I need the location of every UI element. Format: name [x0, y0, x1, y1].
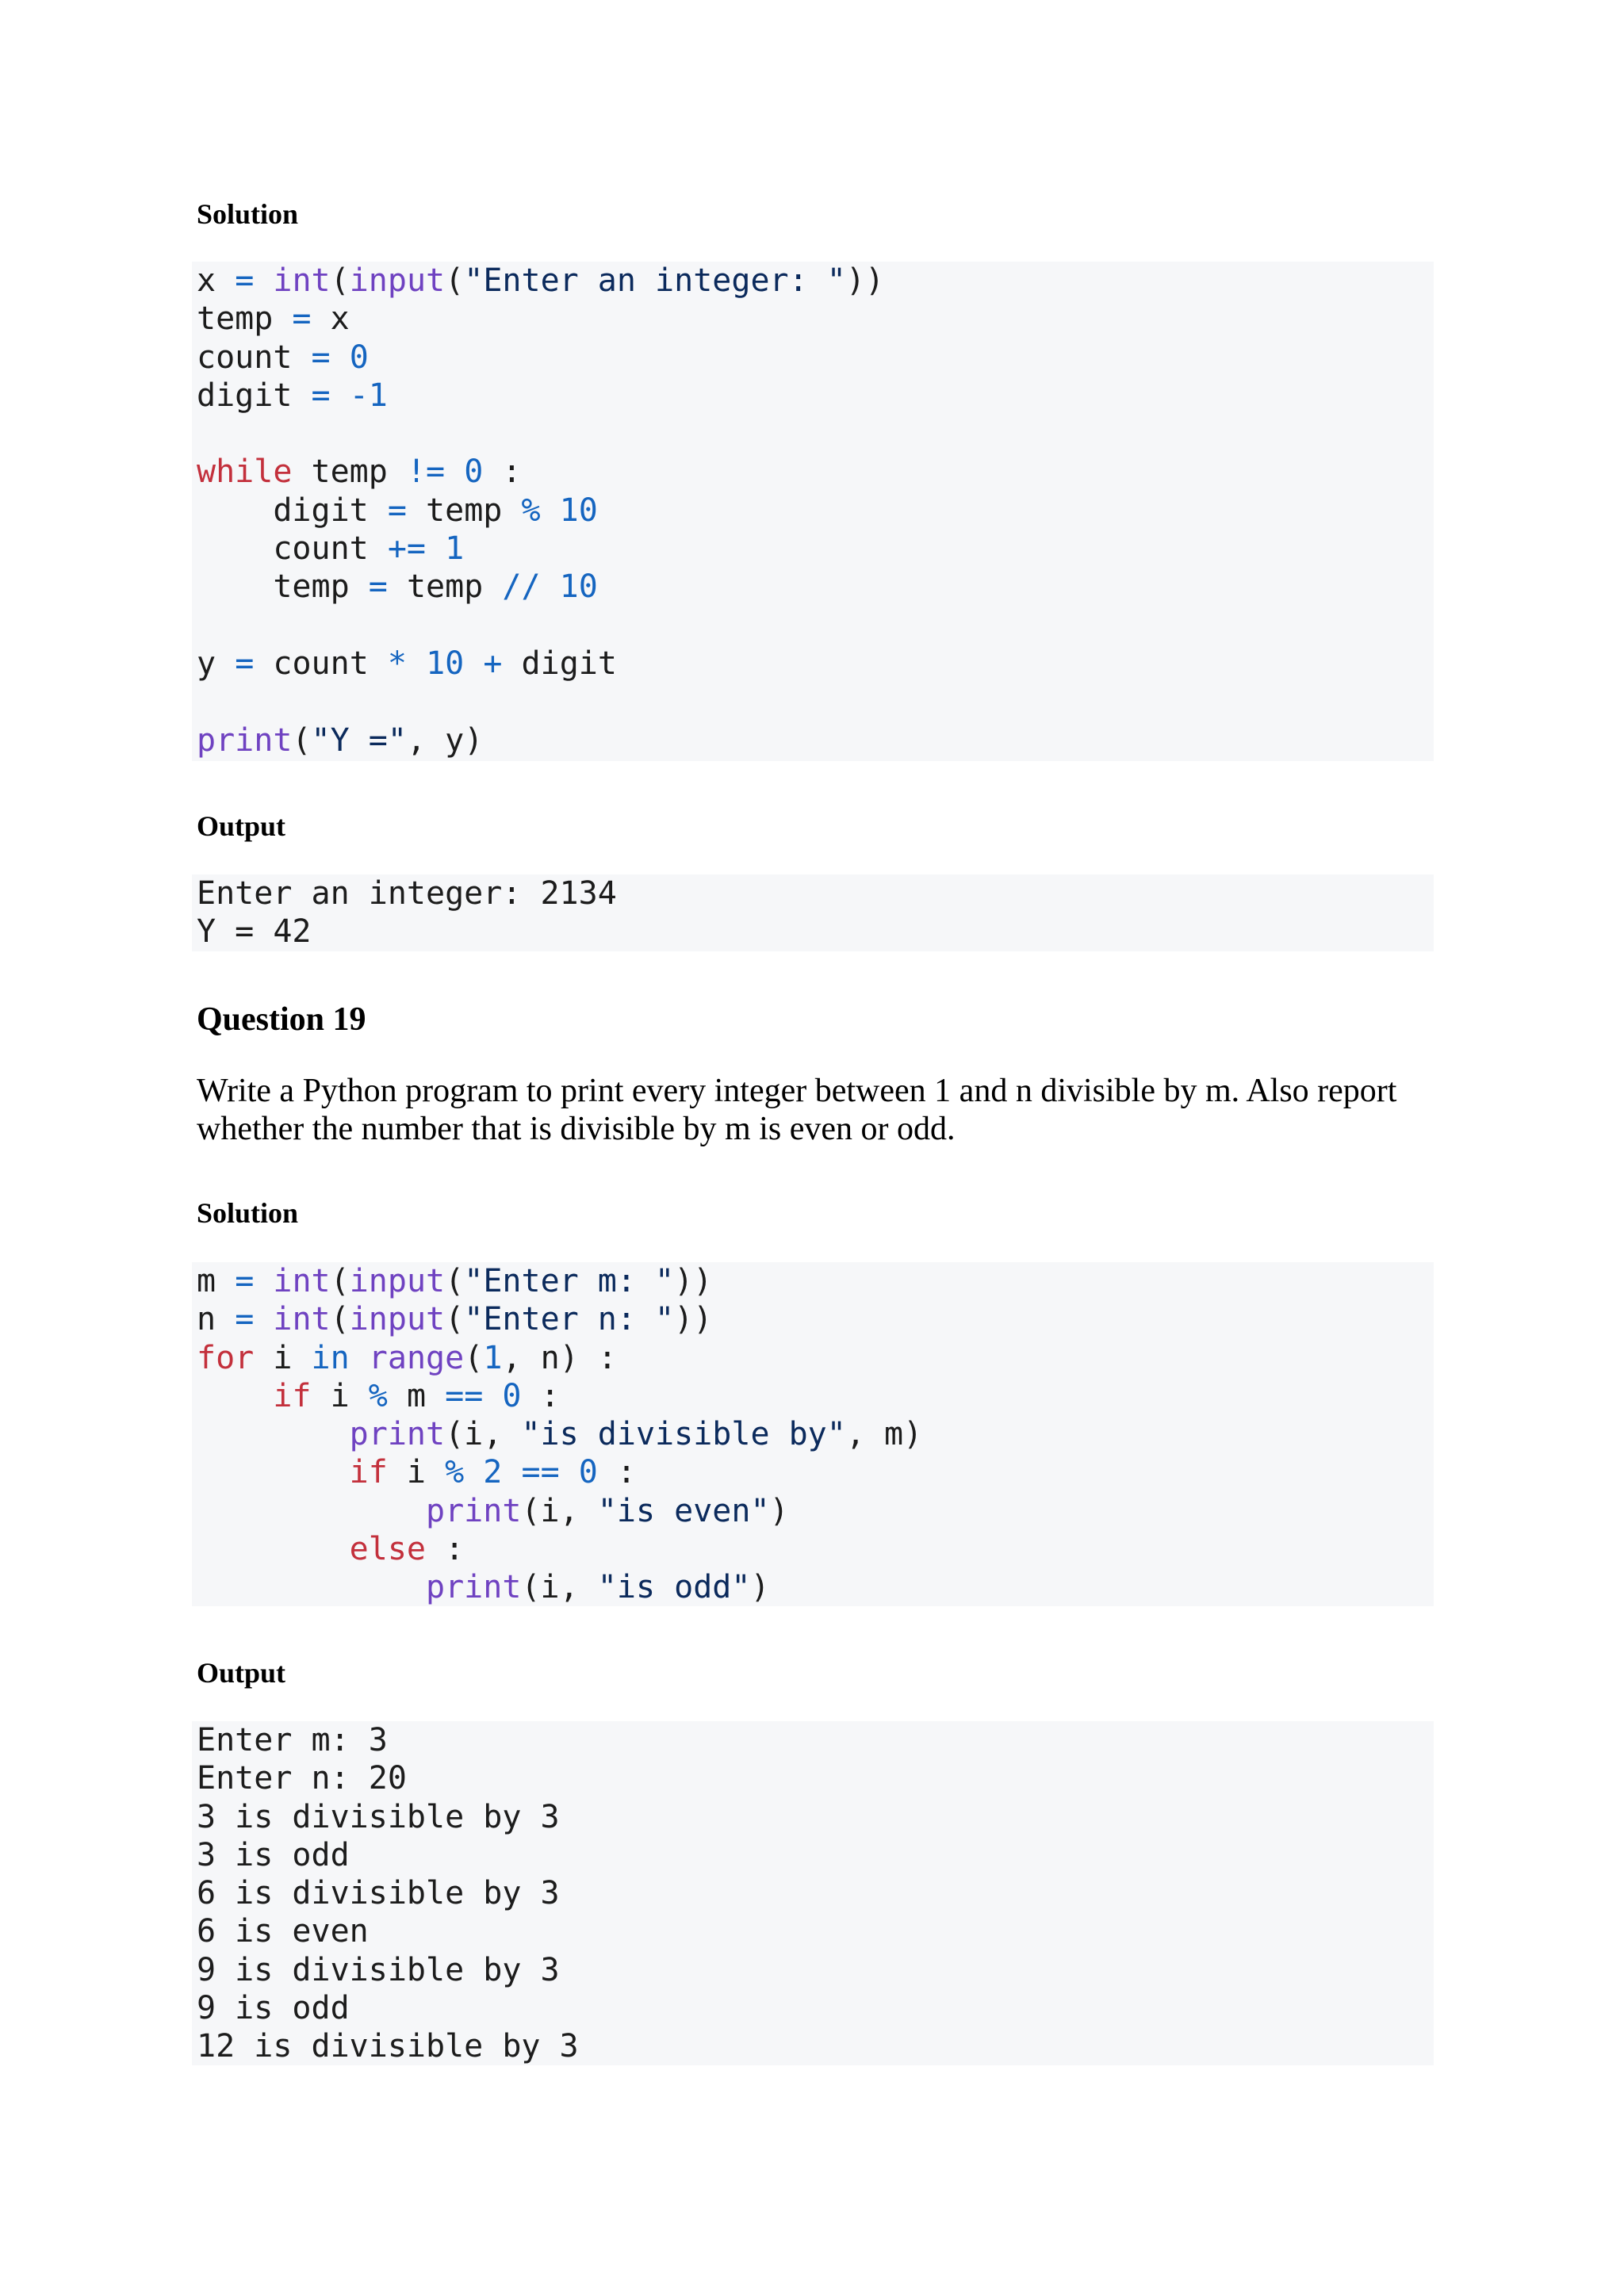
output-heading: Output	[197, 810, 286, 842]
output-listing-2	[197, 1721, 1429, 2066]
code-line	[197, 683, 1429, 721]
code-block-solution-2	[192, 1262, 1434, 1606]
code-line: print(i, "is divisible by", m)	[349, 1416, 923, 1453]
output-line: Enter n: 20	[197, 1760, 407, 1797]
output-line: Enter an integer: 2134	[197, 875, 617, 912]
code-line: x = int(input("Enter an integer: "))	[197, 262, 885, 299]
output-line: 9 is divisible by 3	[197, 1951, 560, 1988]
code-line: print("Y =", y)	[197, 721, 484, 759]
output-heading-2: Output	[197, 1657, 286, 1689]
code-line: temp = x	[197, 300, 350, 338]
output-block-2	[192, 1721, 1434, 2065]
output-line: 6 is divisible by 3	[197, 1875, 560, 1912]
code-line: count = 0	[197, 339, 369, 376]
solution-heading-2: Solution	[197, 1197, 299, 1229]
code-line: print(i, "is even")	[425, 1492, 789, 1529]
code-line	[197, 607, 1429, 645]
solution-heading: Solution	[197, 198, 299, 230]
question-text: Write a Python program to print every integer between 1 and n divisible by m. Also report whether the number that is divisible by m is even or odd.	[197, 1073, 1397, 1147]
code-line: for i in range(1, n) :	[197, 1339, 617, 1376]
output-line: 3 is divisible by 3	[197, 1798, 560, 1835]
output-line: 12 is divisible by 3	[197, 2028, 579, 2065]
output-block-1	[192, 874, 1434, 951]
code-line: while temp != 0 :	[197, 453, 522, 491]
output-line: Enter m: 3	[197, 1722, 388, 1758]
code-line: print(i, "is odd")	[425, 1569, 770, 1606]
code-line: y = count * 10 + digit	[197, 645, 617, 682]
code-block-solution-1	[192, 262, 1434, 761]
code-line: count += 1	[273, 530, 465, 568]
code-line: m = int(input("Enter m: "))	[197, 1263, 713, 1299]
output-line: Y = 42	[197, 913, 312, 951]
code-line: if i % 2 == 0 :	[349, 1454, 637, 1491]
output-line: 6 is even	[197, 1913, 369, 1950]
code-line: if i % m == 0 :	[273, 1377, 560, 1414]
code-listing-2	[197, 1262, 1429, 1607]
code-line: else :	[349, 1531, 465, 1568]
question-heading: Question 19	[197, 1001, 366, 1038]
output-line: 9 is odd	[197, 1990, 350, 2027]
code-line: n = int(input("Enter n: "))	[197, 1301, 713, 1338]
output-listing	[197, 874, 1429, 951]
code-line: digit = temp % 10	[273, 492, 598, 529]
code-listing	[197, 262, 1429, 760]
code-line: temp = temp // 10	[273, 568, 598, 606]
code-line	[197, 415, 1429, 453]
code-line: digit = -1	[197, 377, 388, 414]
output-line: 3 is odd	[197, 1836, 350, 1873]
